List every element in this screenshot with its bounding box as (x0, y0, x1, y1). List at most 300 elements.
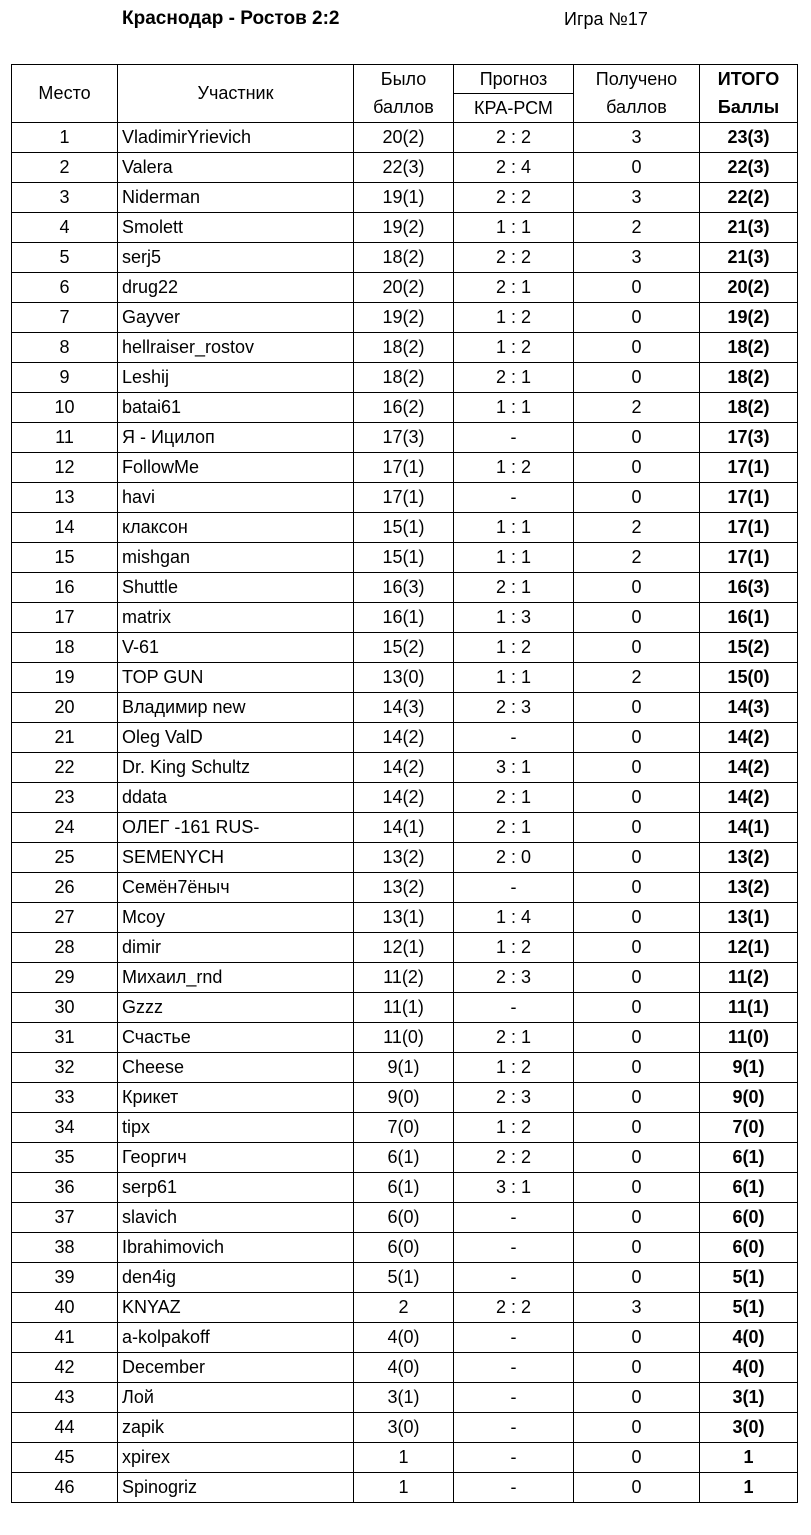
header-place: Место (12, 65, 118, 123)
cell-place: 7 (12, 303, 118, 333)
game-number: Игра №17 (564, 9, 648, 29)
cell-place: 26 (12, 873, 118, 903)
cell-was-points: 16(2) (354, 393, 454, 423)
cell-got-points: 0 (574, 153, 700, 183)
cell-forecast: - (454, 1353, 574, 1383)
cell-forecast: - (454, 1233, 574, 1263)
standings-table (11, 64, 798, 1503)
cell-participant: dimir (118, 933, 354, 963)
table-row (12, 963, 798, 993)
cell-forecast: 1 : 2 (454, 1053, 574, 1083)
cell-forecast: 1 : 2 (454, 633, 574, 663)
cell-forecast: 1 : 2 (454, 453, 574, 483)
cell-was-points: 19(2) (354, 213, 454, 243)
cell-total: 6(1) (700, 1143, 798, 1173)
cell-got-points: 0 (574, 453, 700, 483)
table-row (12, 1263, 798, 1293)
cell-forecast: 2 : 2 (454, 243, 574, 273)
cell-was-points: 15(1) (354, 513, 454, 543)
cell-total: 6(1) (700, 1173, 798, 1203)
cell-was-points: 3(0) (354, 1413, 454, 1443)
standings-body (12, 123, 798, 1503)
table-row (12, 1143, 798, 1173)
cell-was-points: 3(1) (354, 1383, 454, 1413)
cell-was-points: 14(2) (354, 723, 454, 753)
cell-participant: Семён7ёныч (118, 873, 354, 903)
cell-total: 19(2) (700, 303, 798, 333)
table-row (12, 1383, 798, 1413)
cell-got-points: 2 (574, 663, 700, 693)
table-row (12, 693, 798, 723)
cell-place: 40 (12, 1293, 118, 1323)
cell-was-points: 17(3) (354, 423, 454, 453)
cell-place: 15 (12, 543, 118, 573)
cell-place: 1 (12, 123, 118, 153)
cell-was-points: 9(1) (354, 1053, 454, 1083)
cell-got-points: 0 (574, 1203, 700, 1233)
cell-total: 13(2) (700, 843, 798, 873)
cell-got-points: 0 (574, 693, 700, 723)
cell-was-points: 15(1) (354, 543, 454, 573)
cell-was-points: 7(0) (354, 1113, 454, 1143)
cell-forecast: 2 : 1 (454, 363, 574, 393)
cell-participant: batai61 (118, 393, 354, 423)
cell-total: 14(2) (700, 753, 798, 783)
cell-participant: Крикет (118, 1083, 354, 1113)
table-row (12, 1353, 798, 1383)
cell-forecast: 2 : 1 (454, 1023, 574, 1053)
cell-place: 5 (12, 243, 118, 273)
cell-place: 11 (12, 423, 118, 453)
cell-participant: KNYAZ (118, 1293, 354, 1323)
cell-total: 20(2) (700, 273, 798, 303)
header-total-bottom: Баллы (700, 94, 798, 123)
cell-was-points: 19(1) (354, 183, 454, 213)
table-row (12, 1053, 798, 1083)
cell-got-points: 0 (574, 1323, 700, 1353)
cell-participant: Leshij (118, 363, 354, 393)
header-was-top: Было (354, 65, 454, 94)
cell-participant: mishgan (118, 543, 354, 573)
cell-participant: Oleg ValD (118, 723, 354, 753)
cell-was-points: 4(0) (354, 1323, 454, 1353)
cell-forecast: 1 : 1 (454, 543, 574, 573)
cell-place: 6 (12, 273, 118, 303)
cell-was-points: 1 (354, 1473, 454, 1503)
cell-participant: V-61 (118, 633, 354, 663)
cell-got-points: 0 (574, 993, 700, 1023)
header-was-bottom: баллов (354, 94, 454, 123)
cell-got-points: 0 (574, 423, 700, 453)
cell-total: 21(3) (700, 243, 798, 273)
cell-forecast: 1 : 3 (454, 603, 574, 633)
cell-place: 21 (12, 723, 118, 753)
cell-total: 14(2) (700, 783, 798, 813)
cell-was-points: 17(1) (354, 483, 454, 513)
cell-forecast: - (454, 1323, 574, 1353)
cell-participant: Niderman (118, 183, 354, 213)
table-row (12, 183, 798, 213)
cell-participant: tipx (118, 1113, 354, 1143)
cell-participant: Gzzz (118, 993, 354, 1023)
cell-participant: December (118, 1353, 354, 1383)
cell-was-points: 13(1) (354, 903, 454, 933)
cell-place: 41 (12, 1323, 118, 1353)
cell-got-points: 0 (574, 1413, 700, 1443)
table-row (12, 813, 798, 843)
cell-total: 4(0) (700, 1353, 798, 1383)
match-title: Краснодар - Ростов 2:2 (122, 8, 340, 29)
table-row (12, 993, 798, 1023)
cell-got-points: 0 (574, 1053, 700, 1083)
header-participant: Участник (118, 65, 354, 123)
cell-got-points: 0 (574, 633, 700, 663)
cell-place: 34 (12, 1113, 118, 1143)
cell-total: 13(1) (700, 903, 798, 933)
cell-participant: slavich (118, 1203, 354, 1233)
cell-forecast: 2 : 3 (454, 1083, 574, 1113)
table-row (12, 603, 798, 633)
cell-place: 28 (12, 933, 118, 963)
cell-place: 3 (12, 183, 118, 213)
cell-place: 19 (12, 663, 118, 693)
cell-total: 17(1) (700, 543, 798, 573)
cell-got-points: 0 (574, 1023, 700, 1053)
table-row (12, 903, 798, 933)
cell-participant: клаксон (118, 513, 354, 543)
cell-was-points: 2 (354, 1293, 454, 1323)
cell-got-points: 3 (574, 123, 700, 153)
cell-participant: xpirex (118, 1443, 354, 1473)
cell-total: 15(0) (700, 663, 798, 693)
table-row (12, 663, 798, 693)
cell-total: 22(2) (700, 183, 798, 213)
cell-forecast: - (454, 423, 574, 453)
cell-participant: serp61 (118, 1173, 354, 1203)
table-row (12, 453, 798, 483)
cell-participant: Smolett (118, 213, 354, 243)
cell-participant: zapik (118, 1413, 354, 1443)
cell-was-points: 1 (354, 1443, 454, 1473)
cell-was-points: 16(3) (354, 573, 454, 603)
cell-was-points: 13(2) (354, 843, 454, 873)
cell-was-points: 13(0) (354, 663, 454, 693)
cell-total: 18(2) (700, 333, 798, 363)
table-row (12, 1443, 798, 1473)
cell-forecast: 1 : 2 (454, 303, 574, 333)
header-forecast-bottom: КРА-РСМ (454, 94, 574, 123)
header-got-bottom: баллов (574, 94, 700, 123)
table-row (12, 1293, 798, 1323)
table-row (12, 1413, 798, 1443)
header-got-top: Получено (574, 65, 700, 94)
cell-forecast: 2 : 2 (454, 183, 574, 213)
cell-participant: ddata (118, 783, 354, 813)
cell-got-points: 2 (574, 393, 700, 423)
cell-participant: Владимир new (118, 693, 354, 723)
cell-forecast: 2 : 1 (454, 573, 574, 603)
cell-place: 35 (12, 1143, 118, 1173)
cell-participant: Георгич (118, 1143, 354, 1173)
cell-participant: Лой (118, 1383, 354, 1413)
cell-participant: Gayver (118, 303, 354, 333)
cell-was-points: 16(1) (354, 603, 454, 633)
cell-place: 36 (12, 1173, 118, 1203)
cell-participant: matrix (118, 603, 354, 633)
header-forecast-top: Прогноз (454, 65, 574, 94)
cell-forecast: 1 : 2 (454, 933, 574, 963)
cell-place: 10 (12, 393, 118, 423)
cell-total: 4(0) (700, 1323, 798, 1353)
cell-was-points: 18(2) (354, 333, 454, 363)
cell-participant: den4ig (118, 1263, 354, 1293)
cell-forecast: - (454, 993, 574, 1023)
cell-forecast: 2 : 2 (454, 1293, 574, 1323)
cell-was-points: 12(1) (354, 933, 454, 963)
cell-total: 9(0) (700, 1083, 798, 1113)
cell-got-points: 0 (574, 1383, 700, 1413)
cell-total: 1 (700, 1473, 798, 1503)
cell-got-points: 0 (574, 273, 700, 303)
cell-was-points: 11(0) (354, 1023, 454, 1053)
cell-total: 18(2) (700, 363, 798, 393)
cell-got-points: 0 (574, 813, 700, 843)
cell-forecast: 1 : 2 (454, 1113, 574, 1143)
cell-place: 14 (12, 513, 118, 543)
cell-got-points: 3 (574, 183, 700, 213)
cell-place: 27 (12, 903, 118, 933)
table-row (12, 543, 798, 573)
cell-total: 14(1) (700, 813, 798, 843)
cell-got-points: 0 (574, 723, 700, 753)
cell-got-points: 0 (574, 1173, 700, 1203)
cell-participant: TOP GUN (118, 663, 354, 693)
cell-was-points: 6(0) (354, 1233, 454, 1263)
cell-place: 9 (12, 363, 118, 393)
cell-forecast: 2 : 4 (454, 153, 574, 183)
cell-total: 11(1) (700, 993, 798, 1023)
cell-forecast: 2 : 3 (454, 693, 574, 723)
cell-place: 30 (12, 993, 118, 1023)
cell-total: 5(1) (700, 1293, 798, 1323)
cell-place: 29 (12, 963, 118, 993)
cell-total: 11(0) (700, 1023, 798, 1053)
table-row (12, 1233, 798, 1263)
cell-participant: VladimirYrievich (118, 123, 354, 153)
cell-was-points: 19(2) (354, 303, 454, 333)
cell-place: 16 (12, 573, 118, 603)
cell-participant: SEMENYCH (118, 843, 354, 873)
cell-got-points: 0 (574, 1233, 700, 1263)
cell-participant: hellraiser_rostov (118, 333, 354, 363)
cell-was-points: 13(2) (354, 873, 454, 903)
cell-participant: Cheese (118, 1053, 354, 1083)
cell-place: 12 (12, 453, 118, 483)
cell-place: 44 (12, 1413, 118, 1443)
cell-got-points: 0 (574, 783, 700, 813)
cell-forecast: 2 : 3 (454, 963, 574, 993)
table-row (12, 1083, 798, 1113)
cell-got-points: 0 (574, 333, 700, 363)
header-total-top: ИТОГО (700, 65, 798, 94)
cell-total: 18(2) (700, 393, 798, 423)
cell-got-points: 0 (574, 603, 700, 633)
cell-total: 16(1) (700, 603, 798, 633)
cell-total: 17(1) (700, 453, 798, 483)
cell-participant: Михаил_rnd (118, 963, 354, 993)
table-row (12, 723, 798, 753)
cell-was-points: 14(1) (354, 813, 454, 843)
table-row (12, 243, 798, 273)
cell-place: 20 (12, 693, 118, 723)
cell-was-points: 14(2) (354, 753, 454, 783)
cell-forecast: - (454, 1203, 574, 1233)
cell-place: 23 (12, 783, 118, 813)
cell-place: 8 (12, 333, 118, 363)
cell-was-points: 17(1) (354, 453, 454, 483)
cell-got-points: 0 (574, 873, 700, 903)
cell-total: 22(3) (700, 153, 798, 183)
table-row (12, 333, 798, 363)
cell-got-points: 0 (574, 1473, 700, 1503)
cell-place: 13 (12, 483, 118, 513)
cell-total: 11(2) (700, 963, 798, 993)
cell-total: 14(3) (700, 693, 798, 723)
cell-total: 14(2) (700, 723, 798, 753)
cell-place: 45 (12, 1443, 118, 1473)
table-row (12, 153, 798, 183)
table-row (12, 633, 798, 663)
cell-forecast: 2 : 2 (454, 1143, 574, 1173)
cell-participant: Dr. King Schultz (118, 753, 354, 783)
cell-got-points: 0 (574, 1113, 700, 1143)
cell-participant: Ibrahimovich (118, 1233, 354, 1263)
cell-total: 17(3) (700, 423, 798, 453)
table-row (12, 363, 798, 393)
cell-got-points: 0 (574, 1443, 700, 1473)
cell-total: 13(2) (700, 873, 798, 903)
cell-was-points: 5(1) (354, 1263, 454, 1293)
cell-place: 39 (12, 1263, 118, 1293)
cell-was-points: 6(1) (354, 1173, 454, 1203)
cell-was-points: 20(2) (354, 123, 454, 153)
cell-total: 15(2) (700, 633, 798, 663)
cell-place: 18 (12, 633, 118, 663)
cell-place: 46 (12, 1473, 118, 1503)
cell-was-points: 20(2) (354, 273, 454, 303)
table-row (12, 1323, 798, 1353)
cell-total: 16(3) (700, 573, 798, 603)
cell-was-points: 15(2) (354, 633, 454, 663)
cell-participant: Valera (118, 153, 354, 183)
cell-place: 25 (12, 843, 118, 873)
cell-forecast: 2 : 0 (454, 843, 574, 873)
cell-forecast: - (454, 723, 574, 753)
cell-total: 1 (700, 1443, 798, 1473)
cell-forecast: 1 : 1 (454, 513, 574, 543)
cell-forecast: - (454, 1383, 574, 1413)
table-row (12, 843, 798, 873)
cell-was-points: 6(1) (354, 1143, 454, 1173)
cell-got-points: 0 (574, 1263, 700, 1293)
cell-total: 9(1) (700, 1053, 798, 1083)
cell-place: 2 (12, 153, 118, 183)
cell-participant: Shuttle (118, 573, 354, 603)
cell-was-points: 11(1) (354, 993, 454, 1023)
cell-place: 31 (12, 1023, 118, 1053)
cell-total: 17(1) (700, 513, 798, 543)
cell-forecast: - (454, 483, 574, 513)
cell-total: 21(3) (700, 213, 798, 243)
cell-was-points: 14(3) (354, 693, 454, 723)
cell-participant: Я - Ицилоп (118, 423, 354, 453)
cell-place: 24 (12, 813, 118, 843)
cell-forecast: 1 : 1 (454, 393, 574, 423)
table-row (12, 513, 798, 543)
cell-was-points: 18(2) (354, 363, 454, 393)
cell-place: 4 (12, 213, 118, 243)
cell-place: 43 (12, 1383, 118, 1413)
cell-was-points: 9(0) (354, 1083, 454, 1113)
cell-participant: havi (118, 483, 354, 513)
table-row (12, 933, 798, 963)
cell-got-points: 0 (574, 963, 700, 993)
cell-forecast: - (454, 873, 574, 903)
cell-forecast: - (454, 1473, 574, 1503)
cell-total: 6(0) (700, 1233, 798, 1263)
cell-got-points: 0 (574, 1083, 700, 1113)
cell-forecast: 2 : 2 (454, 123, 574, 153)
cell-forecast: - (454, 1413, 574, 1443)
cell-forecast: 1 : 4 (454, 903, 574, 933)
cell-total: 6(0) (700, 1203, 798, 1233)
cell-participant: ОЛЕГ -161 RUS- (118, 813, 354, 843)
cell-total: 5(1) (700, 1263, 798, 1293)
cell-participant: Mcoy (118, 903, 354, 933)
table-row (12, 783, 798, 813)
cell-got-points: 0 (574, 573, 700, 603)
cell-forecast: 3 : 1 (454, 753, 574, 783)
cell-got-points: 3 (574, 243, 700, 273)
cell-forecast: 2 : 1 (454, 813, 574, 843)
cell-got-points: 0 (574, 753, 700, 783)
cell-forecast: - (454, 1263, 574, 1293)
cell-forecast: 1 : 2 (454, 333, 574, 363)
cell-forecast: 1 : 1 (454, 663, 574, 693)
cell-place: 38 (12, 1233, 118, 1263)
cell-got-points: 0 (574, 933, 700, 963)
cell-got-points: 0 (574, 303, 700, 333)
cell-was-points: 14(2) (354, 783, 454, 813)
cell-place: 22 (12, 753, 118, 783)
cell-place: 17 (12, 603, 118, 633)
cell-was-points: 11(2) (354, 963, 454, 993)
cell-got-points: 0 (574, 483, 700, 513)
cell-total: 3(1) (700, 1383, 798, 1413)
cell-total: 7(0) (700, 1113, 798, 1143)
cell-was-points: 4(0) (354, 1353, 454, 1383)
table-row (12, 423, 798, 453)
cell-participant: a-kolpakoff (118, 1323, 354, 1353)
table-row (12, 1203, 798, 1233)
cell-got-points: 0 (574, 843, 700, 873)
cell-was-points: 22(3) (354, 153, 454, 183)
cell-total: 3(0) (700, 1413, 798, 1443)
cell-total: 23(3) (700, 123, 798, 153)
table-row (12, 753, 798, 783)
cell-place: 37 (12, 1203, 118, 1233)
cell-got-points: 0 (574, 363, 700, 393)
